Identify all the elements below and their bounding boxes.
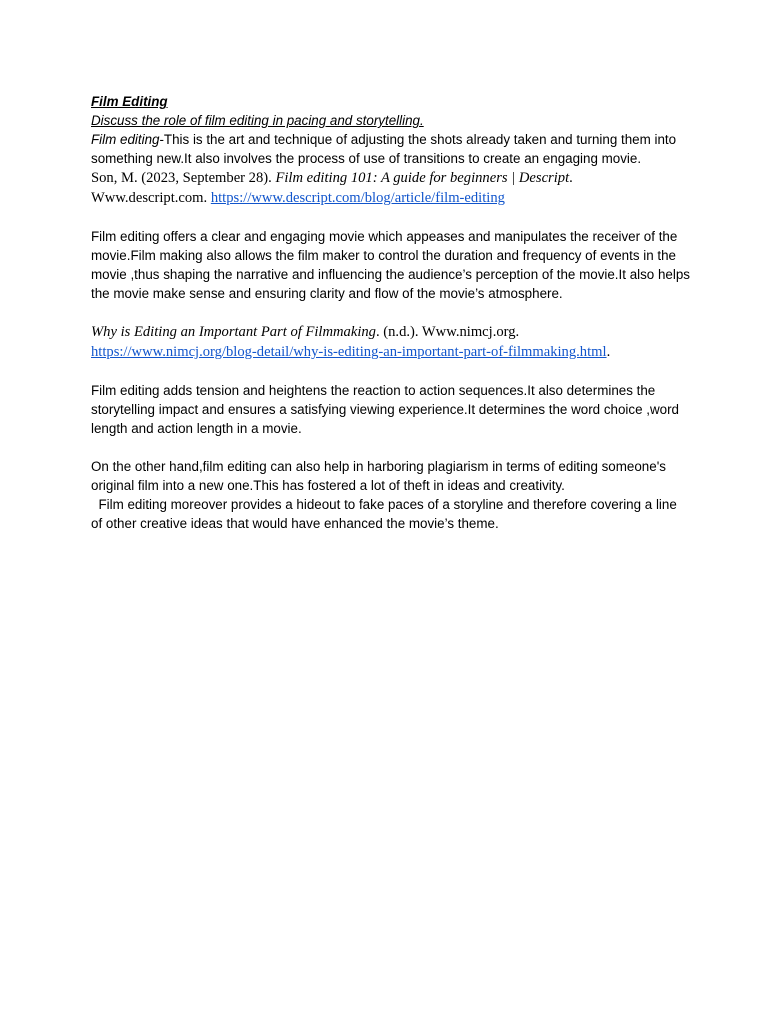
citation-nimcj — [91, 322, 691, 342]
spacer — [91, 303, 691, 322]
spacer — [91, 438, 691, 457]
paragraph-plagiarism: On the other hand,film editing can also help in harboring plagiarism in terms of editing someone's original film into a new one.This has fostered a lot of theft in ideas and creativity. — [91, 459, 666, 493]
descript-link[interactable]: https://www.descript.com/blog/article/film-editing — [210, 190, 505, 206]
citation-descript — [91, 168, 691, 188]
citation-descript-site: Www.descript.com. — [91, 190, 211, 206]
paragraph-tension: Film editing adds tension and heightens the reaction to action sequences.It also determines the storytelling impact and ensures a satisfying viewing experience.It determines the word choice ,word length and action length in a movie. — [91, 383, 679, 436]
document-page — [91, 92, 691, 533]
citation-nimcj-title: Why is Editing an Important Part of Filmmaking — [91, 324, 376, 340]
spacer — [91, 208, 691, 227]
definition-term: Film editing — [91, 132, 160, 147]
nimcj-link[interactable]: https://www.nimcj.org/blog-detail/why-is-editing-an-important-part-of-filmmaking.html — [91, 344, 607, 360]
citation-nimcj-suffix: . (n.d.). Www.nimcj.org. — [375, 324, 520, 340]
citation-nimcj-source — [91, 342, 691, 362]
essay-prompt: Discuss the role of film editing in pacing and storytelling. — [91, 113, 424, 128]
paragraph-pacing: Film editing offers a clear and engaging movie which appeases and manipulates the receiver of the movie.Film making also allows the film maker to control the duration and frequency of events in the movie ,thus shaping the narrative and influencing the audience’s perception of the movie.It also helps the movie make sense and ensuring clarity and flow of the movie’s atmosphere. — [91, 229, 690, 301]
citation-nimcj-url-suffix: . — [606, 344, 611, 360]
citation-descript-suffix: . — [569, 170, 573, 186]
definition-paragraph — [91, 130, 691, 168]
citation-descript-prefix: Son, M. (2023, September 28). — [91, 170, 276, 186]
citation-descript-title: Film editing 101: A guide for beginners | Descript — [275, 170, 570, 186]
document-title: Film Editing — [91, 94, 168, 109]
spacer — [91, 362, 691, 381]
paragraph-hideout: Film editing moreover provides a hideout to fake paces of a storyline and therefore covering a line of other creative ideas that would have enhanced the movie’s theme. — [91, 497, 681, 531]
citation-descript-source — [91, 188, 691, 208]
definition-text: -This is the art and technique of adjusting the shots already taken and turning them into something new.It also involves the process of use of transitions to create an engaging movie. — [91, 132, 677, 166]
